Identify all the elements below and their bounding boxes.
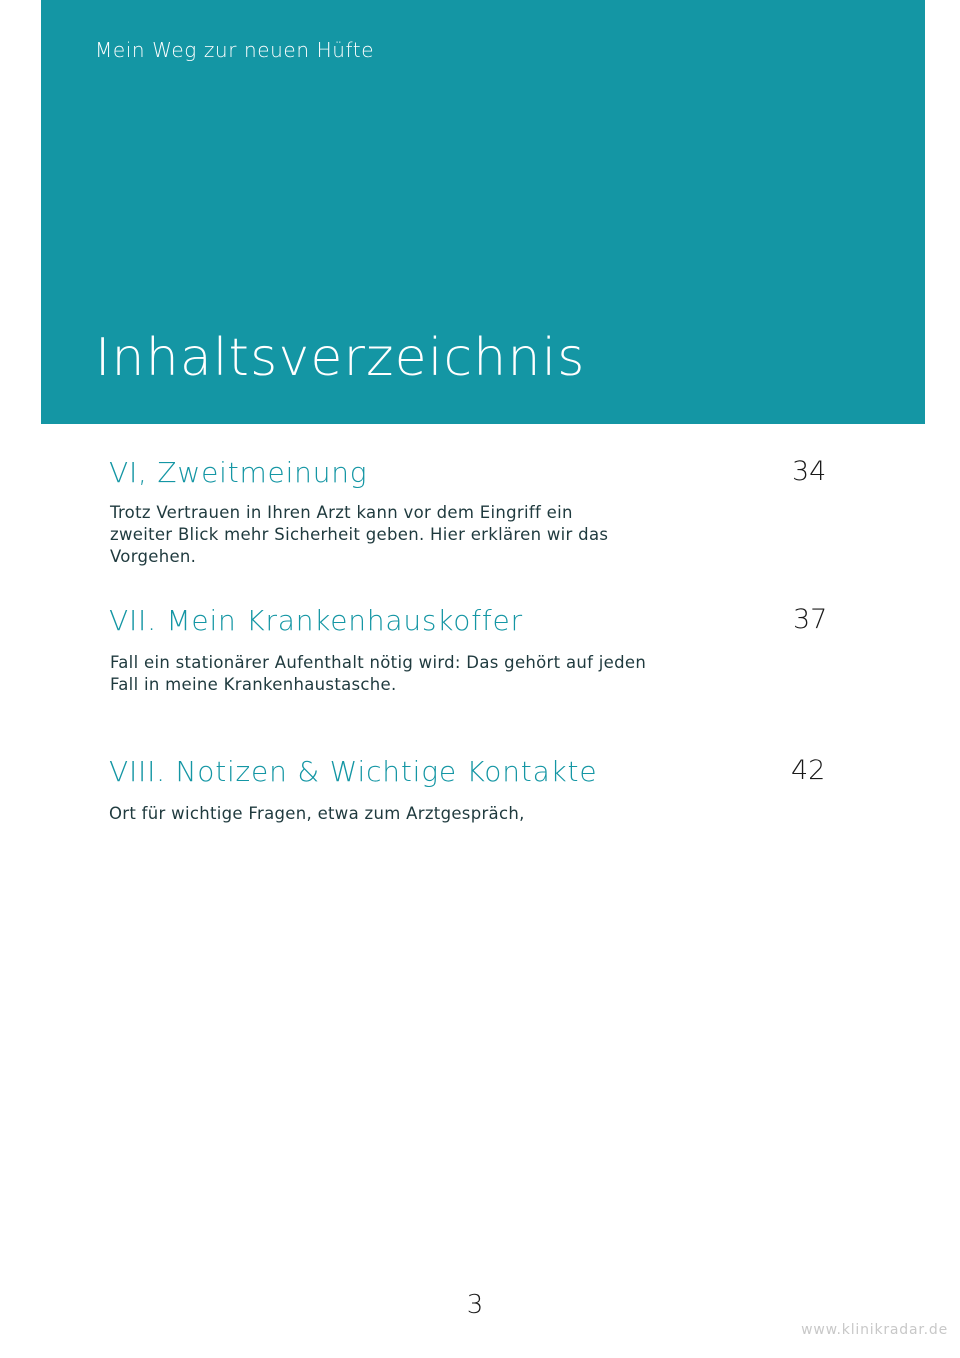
toc-entry-description: Fall ein stationärer Aufenthalt nötig wird: Das gehört auf jeden Fall in meine Krankenhaustasche. bbox=[110, 653, 647, 694]
page-number: 3 bbox=[466, 1290, 484, 1320]
toc-entry-page-number: 37 bbox=[793, 604, 828, 635]
toc-entry-page-number: 42 bbox=[791, 755, 826, 786]
page-heading: Inhaltsverzeichnis bbox=[95, 328, 586, 388]
toc-entry-description: Ort für wichtige Fragen, etwa zum Arztgespräch, bbox=[109, 804, 525, 823]
toc-entry-zweitmeinung[interactable] bbox=[109, 456, 829, 576]
toc-entry-notizen-kontakte[interactable] bbox=[109, 755, 829, 835]
website-url: www.klinikradar.de bbox=[801, 1322, 948, 1338]
document-title: Mein Weg zur neuen Hüfte bbox=[95, 38, 375, 62]
toc-entry-krankenhauskoffer[interactable] bbox=[109, 604, 829, 704]
toc-entry-title[interactable]: VIII. Notizen & Wichtige Kontakte bbox=[109, 755, 598, 788]
toc-entry-title[interactable]: VII. Mein Krankenhauskoffer bbox=[109, 604, 523, 637]
toc-entry-page-number: 34 bbox=[792, 456, 827, 487]
toc-entry-title[interactable]: VI, Zweitmeinung bbox=[109, 456, 368, 489]
toc-entry-description: Trotz Vertrauen in Ihren Arzt kann vor dem Eingriff ein zweiter Blick mehr Sicherheit geben. Hier erklären wir das Vorgehen. bbox=[110, 503, 609, 566]
